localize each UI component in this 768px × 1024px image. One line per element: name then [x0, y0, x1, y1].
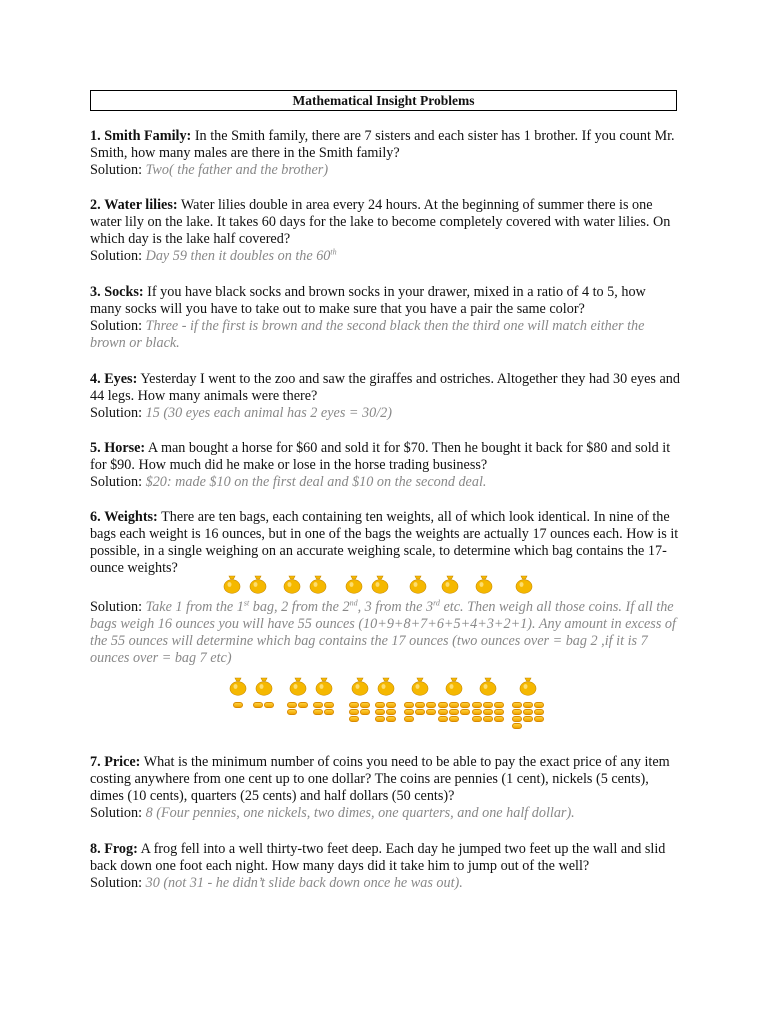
money-bag-icon — [344, 574, 364, 594]
problem-question: Water lilies double in area every 24 hours. At the beginning of summer there is one water lily on the lake. It takes 60 days for the lake to become completely covered with water lilies. On which day is the lake half covered? — [90, 197, 671, 247]
coin-icon — [386, 702, 396, 708]
coin-icon — [375, 709, 385, 715]
coin-icon — [523, 716, 533, 722]
bag-row-bottom — [228, 676, 558, 698]
coin-icon — [375, 716, 385, 722]
problem-number: 7. — [90, 754, 101, 770]
coin-icon — [426, 702, 436, 708]
solution-label: Solution: — [90, 875, 146, 891]
coin-icon — [404, 716, 414, 722]
coin-icon — [349, 702, 359, 708]
problem-question: A frog fell into a well thirty-two feet deep. Each day he jumped two feet up the wall and slid back down one foot each night. How many days did it take him to jump out of the well? — [90, 841, 666, 874]
coin-icon — [438, 709, 448, 715]
coin-icon — [404, 709, 414, 715]
money-bag-icon — [410, 676, 430, 696]
solution-text: Three - if the first is brown and the second black then the third one will match either the brown or black. — [90, 318, 645, 351]
money-bag-icon — [282, 574, 302, 594]
coin-icon — [287, 702, 297, 708]
problem-number: 8. — [90, 841, 101, 857]
coin-icon — [494, 709, 504, 715]
coin-stacks — [228, 702, 558, 742]
problem-number: 6. — [90, 509, 101, 525]
coin-icon — [449, 709, 459, 715]
problem-6-solution — [90, 599, 680, 667]
coin-icon — [449, 716, 459, 722]
coin-icon — [360, 709, 370, 715]
problem-2 — [90, 197, 680, 265]
coin-icon — [253, 702, 263, 708]
problem-name: Price: — [104, 754, 141, 770]
problem-7 — [90, 754, 680, 822]
problem-name: Horse: — [104, 440, 146, 456]
solution-text: 8 (Four pennies, one nickels, two dimes, one quarters, and one half dollar). — [145, 805, 575, 821]
coin-icon — [534, 702, 544, 708]
money-bag-icon — [514, 574, 534, 594]
solution-label: Solution: — [90, 405, 146, 421]
solution-text: 30 (not 31 - he didn’t slide back down once he was out). — [145, 875, 463, 891]
coin-icon — [233, 702, 243, 708]
solution-label: Solution: — [90, 474, 146, 490]
money-bag-icon — [444, 676, 464, 696]
money-bag-icon — [350, 676, 370, 696]
problem-name: Weights: — [104, 509, 158, 525]
coin-icon — [438, 702, 448, 708]
money-bag-icon — [440, 574, 460, 594]
problem-name: Smith Family: — [104, 128, 192, 144]
coin-icon — [534, 709, 544, 715]
coin-icon — [512, 709, 522, 715]
coin-icon — [404, 702, 414, 708]
problem-6 — [90, 509, 680, 577]
coin-icon — [360, 702, 370, 708]
coin-icon — [449, 702, 459, 708]
solution-superscript: th — [330, 247, 337, 257]
problem-3 — [90, 284, 680, 352]
solution-label: Solution: — [90, 318, 146, 334]
coin-icon — [298, 702, 308, 708]
coin-icon — [494, 702, 504, 708]
solution-text: Day 59 then it doubles on the 60 — [145, 248, 331, 264]
solution-label: Solution: — [90, 805, 146, 821]
money-bag-icon — [376, 676, 396, 696]
money-bag-icon — [314, 676, 334, 696]
coin-icon — [512, 702, 522, 708]
money-bag-icon — [370, 574, 390, 594]
problem-question: There are ten bags, each containing ten weights, all of which look identical. In nine of the bags each weight is 16 ounces, but in one of the bags the weights are actually 17 ounces each. How is it possible, in a single weighing on an accurate weighing scale, to determine which bag contains the 17-ounce weights? — [90, 509, 679, 576]
money-bag-icon — [478, 676, 498, 696]
coin-icon — [512, 723, 522, 729]
money-bag-icon — [248, 574, 268, 594]
coin-icon — [349, 709, 359, 715]
problem-number: 1. — [90, 128, 101, 144]
problem-5 — [90, 440, 680, 491]
coin-icon — [415, 702, 425, 708]
solution-text: Two( the father and the brother) — [145, 162, 329, 178]
coin-icon — [523, 702, 533, 708]
problem-question: Yesterday I went to the zoo and saw the giraffes and ostriches. Altogether they had 30 eyes and 44 legs. How many animals were there? — [90, 371, 680, 404]
coin-icon — [483, 709, 493, 715]
problem-4 — [90, 371, 680, 422]
coin-icon — [313, 709, 323, 715]
coin-icon — [386, 709, 396, 715]
money-bag-icon — [308, 574, 328, 594]
coin-icon — [483, 702, 493, 708]
coin-icon — [264, 702, 274, 708]
coin-icon — [523, 709, 533, 715]
coin-icon — [349, 716, 359, 722]
coin-icon — [438, 716, 448, 722]
coin-icon — [287, 709, 297, 715]
money-bag-icon — [408, 574, 428, 594]
problem-number: 2. — [90, 197, 101, 213]
problem-number: 4. — [90, 371, 101, 387]
coin-icon — [426, 709, 436, 715]
coin-icon — [324, 702, 334, 708]
money-bag-icon — [222, 574, 242, 594]
coin-icon — [472, 709, 482, 715]
coin-icon — [534, 716, 544, 722]
coin-icon — [512, 716, 522, 722]
problem-name: Water lilies: — [104, 197, 178, 213]
solution-label: Solution: — [90, 162, 146, 178]
coin-icon — [415, 709, 425, 715]
problem-8 — [90, 841, 680, 892]
problem-name: Eyes: — [104, 371, 138, 387]
coin-icon — [386, 716, 396, 722]
bag-row-top — [222, 574, 552, 596]
money-bag-icon — [288, 676, 308, 696]
problem-question: What is the minimum number of coins you need to be able to pay the exact price of any item costing anywhere from one cent up to one dollar? The coins are pennies (1 cent), nickels (5 cents), dimes (10 cents), quarters (25 cents) and half dollars (50 cents)? — [90, 754, 670, 804]
solution-label: Solution: — [90, 248, 146, 264]
problem-name: Frog: — [104, 841, 138, 857]
coin-icon — [375, 702, 385, 708]
money-bag-icon — [518, 676, 538, 696]
solution-text: $20: made $10 on the first deal and $10 on the second deal. — [145, 474, 487, 490]
problem-question: If you have black socks and brown socks in your drawer, mixed in a ratio of 4 to 5, how many socks will you have to take out to make sure that you have a pair the same color? — [90, 284, 646, 317]
coin-icon — [460, 702, 470, 708]
money-bag-icon — [228, 676, 248, 696]
coin-icon — [324, 709, 334, 715]
problem-question: A man bought a horse for $60 and sold it for $70. Then he bought it back for $80 and sold it for $90. How much did he make or lose in the horse trading business? — [90, 440, 671, 473]
document-title: Mathematical Insight Problems — [90, 90, 677, 111]
money-bag-icon — [474, 574, 494, 594]
problem-question: In the Smith family, there are 7 sisters and each sister has 1 brother. If you count Mr. Smith, how many males are there in the Smith family? — [90, 128, 675, 161]
problem-1 — [90, 128, 680, 179]
problem-number: 3. — [90, 284, 101, 300]
money-bag-icon — [254, 676, 274, 696]
coin-icon — [472, 702, 482, 708]
problem-name: Socks: — [104, 284, 144, 300]
coin-icon — [472, 716, 482, 722]
coin-icon — [483, 716, 493, 722]
coin-icon — [494, 716, 504, 722]
coin-icon — [313, 702, 323, 708]
solution-label: Solution: — [90, 599, 146, 615]
coin-icon — [460, 709, 470, 715]
solution-text: Take 1 from the 1st bag, 2 from the 2nd, 3 from the 3rd etc. Then weigh all those coins. If all the bags weigh 16 ounces you will have 55 ounces (10+9+8+7+6+5+4+3+2+1). Any amount in excess of the 55 ounces will determine which bag contains the 17 ounces (two ounces over = bag 2 ,if it is 7 ounces over = bag 7 etc) — [90, 598, 676, 666]
solution-text: 15 (30 eyes each animal has 2 eyes = 30/2) — [145, 405, 392, 421]
problem-number: 5. — [90, 440, 101, 456]
